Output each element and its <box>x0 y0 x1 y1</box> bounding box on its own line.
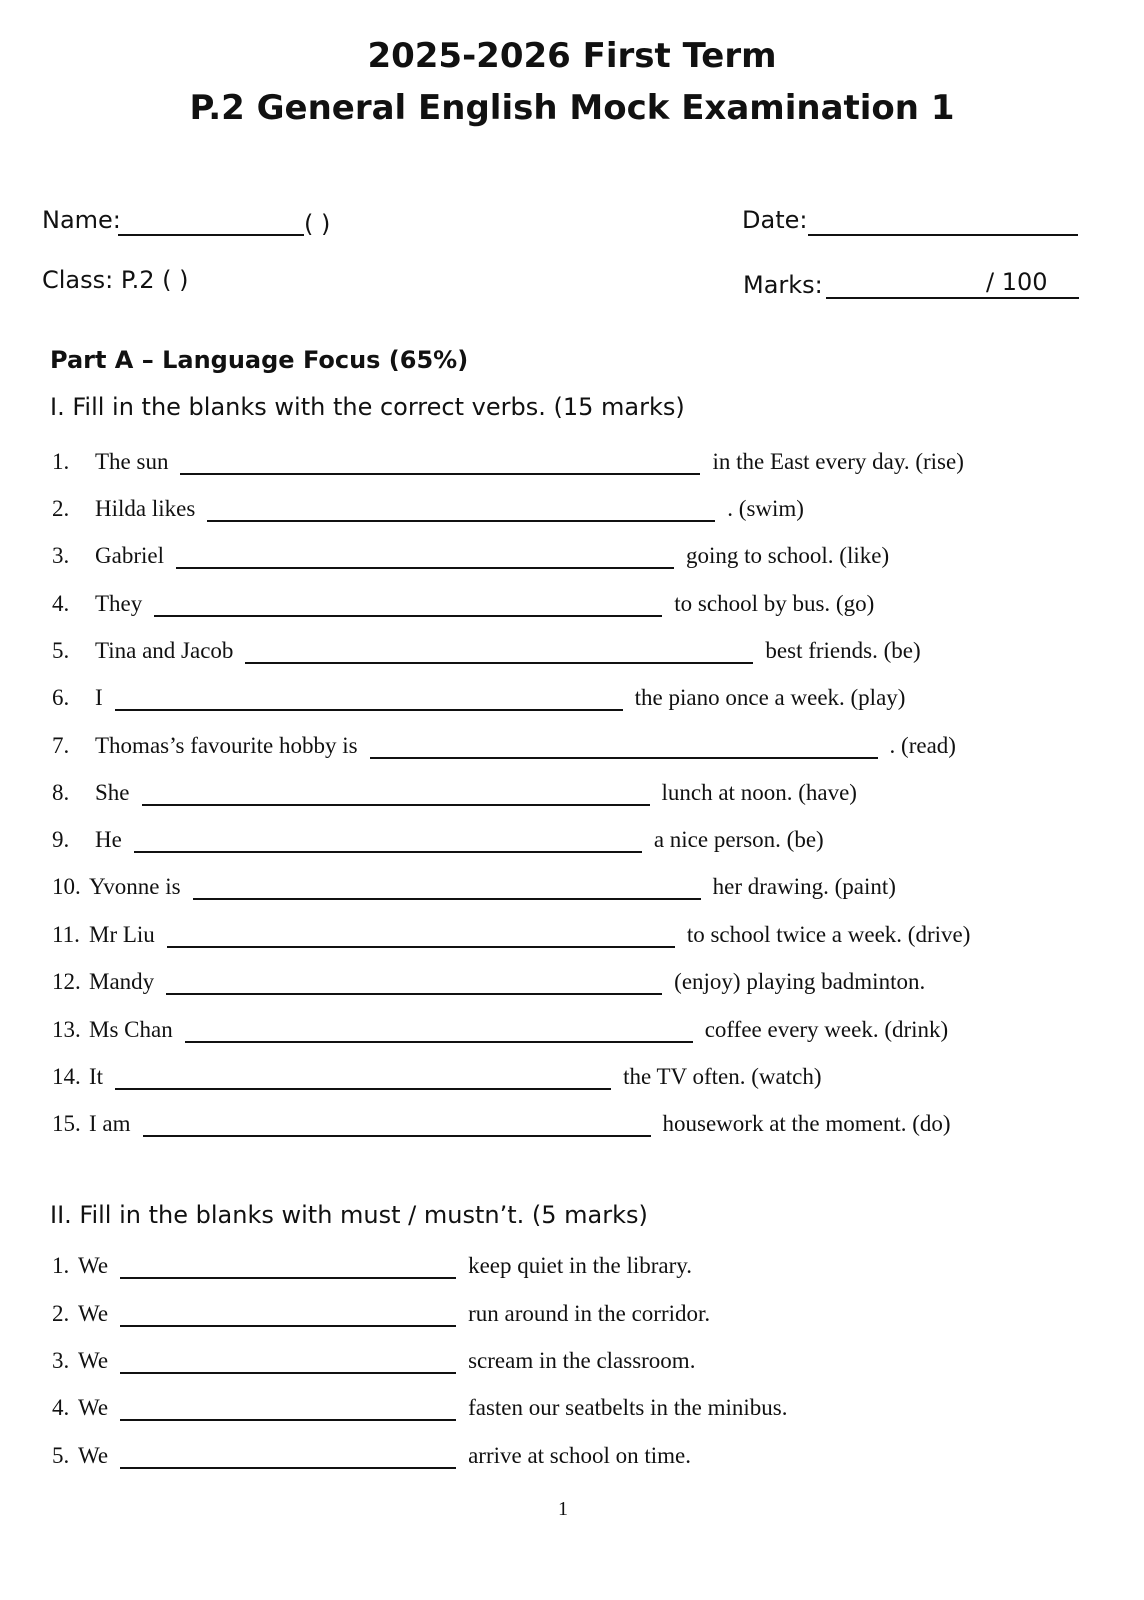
question-number: 9. <box>52 827 70 852</box>
question-stem: It <box>89 1064 104 1089</box>
question-5 <box>52 634 921 664</box>
question-stem: Thomas’s favourite hobby is <box>95 733 358 758</box>
answer-blank[interactable] <box>120 1257 456 1279</box>
question-number: 14. <box>52 1064 81 1089</box>
question-3 <box>52 539 889 569</box>
question-number: 5. <box>52 1443 70 1468</box>
question-hint: going to school. (like) <box>685 543 890 568</box>
question-hint: . (swim) <box>727 496 804 521</box>
question-stem: Tina and Jacob <box>95 638 234 663</box>
question-number: 15. <box>52 1111 81 1136</box>
name-label: Name: <box>42 206 121 234</box>
answer-blank[interactable] <box>120 1305 456 1327</box>
answer-blank[interactable] <box>245 642 753 664</box>
marks-field[interactable] <box>826 297 1079 299</box>
question-9 <box>52 823 824 853</box>
answer-blank[interactable] <box>185 1021 693 1043</box>
question-stem: Mr Liu <box>89 922 155 947</box>
answer-blank[interactable] <box>143 1115 651 1137</box>
section-2-heading: II. Fill in the blanks with must / mustn’t. (5 marks) <box>50 1201 648 1229</box>
question-hint: scream in the classroom. <box>468 1348 696 1373</box>
question-number: 12. <box>52 969 81 994</box>
question-number: 5. <box>52 638 70 663</box>
answer-blank[interactable] <box>167 926 675 948</box>
question-stem: Gabriel <box>95 543 164 568</box>
question-hint: run around in the corridor. <box>468 1301 711 1326</box>
date-field[interactable] <box>808 234 1078 236</box>
question-number: 10. <box>52 874 81 899</box>
question-10 <box>52 870 896 900</box>
question-hint: her drawing. (paint) <box>712 874 896 899</box>
question-stem: We <box>78 1443 109 1468</box>
question-number: 8. <box>52 780 70 805</box>
question-hint: to school twice a week. (drive) <box>686 922 971 947</box>
question-stem: They <box>95 591 143 616</box>
question-1 <box>52 1249 692 1279</box>
answer-blank[interactable] <box>134 831 642 853</box>
answer-blank[interactable] <box>180 453 700 475</box>
question-stem: I <box>95 685 103 710</box>
question-hint: a nice person. (be) <box>653 827 824 852</box>
section-1-heading: I. Fill in the blanks with the correct verbs. (15 marks) <box>50 393 685 421</box>
question-12 <box>52 965 925 995</box>
answer-blank[interactable] <box>120 1352 456 1374</box>
answer-blank[interactable] <box>207 500 715 522</box>
answer-blank[interactable] <box>166 973 662 995</box>
question-number: 6. <box>52 685 70 710</box>
exam-title-line2: P.2 General English Mock Examination 1 <box>189 88 955 128</box>
question-4 <box>52 587 874 617</box>
marks-label: Marks: <box>743 271 823 299</box>
question-13 <box>52 1013 948 1043</box>
question-number: 3. <box>52 1348 70 1373</box>
answer-blank[interactable] <box>115 689 623 711</box>
question-hint: keep quiet in the library. <box>468 1253 693 1278</box>
question-1 <box>52 445 964 475</box>
question-hint: the TV often. (watch) <box>623 1064 822 1089</box>
part-a-title: Part A – Language Focus (65%) <box>50 346 469 374</box>
name-field[interactable] <box>118 234 304 236</box>
question-stem: He <box>95 827 122 852</box>
question-hint: lunch at noon. (have) <box>661 780 857 805</box>
question-hint: . (read) <box>889 733 956 758</box>
exam-title-line1: 2025-2026 First Term <box>367 36 777 76</box>
question-stem: We <box>78 1395 109 1420</box>
date-label: Date: <box>742 206 808 234</box>
question-4 <box>52 1391 787 1421</box>
question-number: 3. <box>52 543 70 568</box>
question-number: 7. <box>52 733 70 758</box>
question-2 <box>52 492 804 522</box>
question-stem: We <box>78 1348 109 1373</box>
question-hint: coffee every week. (drink) <box>704 1017 949 1042</box>
question-8 <box>52 776 857 806</box>
question-hint: in the East every day. (rise) <box>712 449 964 474</box>
answer-blank[interactable] <box>154 595 662 617</box>
question-5 <box>52 1439 691 1469</box>
question-number: 4. <box>52 591 70 616</box>
question-number: 11. <box>52 922 80 947</box>
question-number: 4. <box>52 1395 70 1420</box>
answer-blank[interactable] <box>120 1399 456 1421</box>
question-stem: Ms Chan <box>89 1017 173 1042</box>
answer-blank[interactable] <box>115 1068 611 1090</box>
answer-blank[interactable] <box>120 1447 456 1469</box>
question-hint: to school by bus. (go) <box>674 591 875 616</box>
question-stem: Hilda likes <box>95 496 196 521</box>
question-number: 1. <box>52 1253 70 1278</box>
class-number-paren: ( ) <box>304 210 331 238</box>
question-number: 2. <box>52 1301 70 1326</box>
question-hint: the piano once a week. (play) <box>634 685 906 710</box>
question-3 <box>52 1344 695 1374</box>
question-stem: I am <box>89 1111 131 1136</box>
question-15 <box>52 1107 951 1137</box>
question-number: 1. <box>52 449 70 474</box>
answer-blank[interactable] <box>142 784 650 806</box>
question-stem: She <box>95 780 130 805</box>
answer-blank[interactable] <box>176 547 674 569</box>
class-label: Class: P.2 ( ) <box>42 266 189 294</box>
answer-blank[interactable] <box>193 878 701 900</box>
marks-total: / 100 <box>986 268 1048 296</box>
page-number: 1 <box>558 1498 568 1520</box>
question-stem: We <box>78 1301 109 1326</box>
question-11 <box>52 918 970 948</box>
question-6 <box>52 681 905 711</box>
question-stem: Yvonne is <box>89 874 181 899</box>
question-hint: best friends. (be) <box>765 638 921 663</box>
question-7 <box>52 729 956 759</box>
question-hint: arrive at school on time. <box>468 1443 691 1468</box>
question-14 <box>52 1060 821 1090</box>
question-number: 13. <box>52 1017 81 1042</box>
question-hint: fasten our seatbelts in the minibus. <box>468 1395 788 1420</box>
question-hint: housework at the moment. (do) <box>662 1111 951 1136</box>
question-stem: Mandy <box>89 969 155 994</box>
question-hint: (enjoy) playing badminton. <box>674 969 926 994</box>
question-2 <box>52 1297 710 1327</box>
question-stem: We <box>78 1253 109 1278</box>
question-stem: The sun <box>95 449 169 474</box>
answer-blank[interactable] <box>370 737 878 759</box>
question-number: 2. <box>52 496 70 521</box>
